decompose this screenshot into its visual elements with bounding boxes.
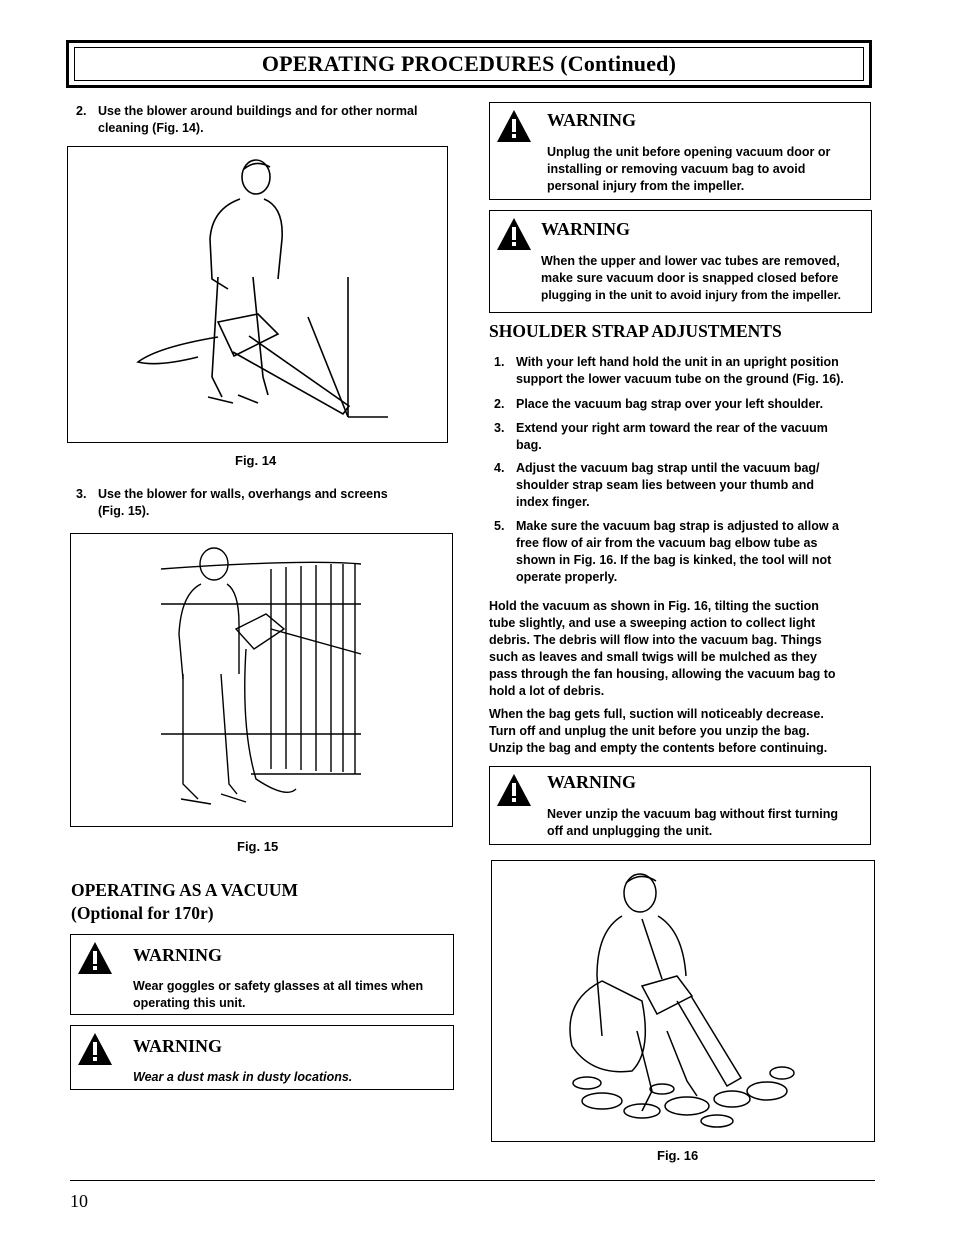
- strap-step-1: [494, 354, 874, 390]
- warning-text-line: Never unzip the vacuum bag without first turning: [547, 807, 838, 821]
- list-text-line: (Fig. 15).: [98, 504, 150, 518]
- list-number: 3.: [76, 487, 87, 501]
- list-text-line: With your left hand hold the unit in an upright position: [516, 355, 839, 369]
- list-text-line: Use the blower for walls, overhangs and screens: [98, 487, 388, 501]
- blower-on-fence-illustration: [71, 534, 452, 826]
- list-text-line: free flow of air from the vacuum bag elbow tube as: [516, 536, 818, 550]
- list-text-line: shown in Fig. 16. If the bag is kinked, the tool will not: [516, 553, 832, 567]
- figure-16-caption: Fig. 16: [657, 1148, 699, 1163]
- footer-rule: [70, 1180, 875, 1181]
- list-number: 3.: [494, 421, 505, 435]
- list-number: 2.: [76, 104, 87, 118]
- warning-text-line: operating this unit.: [133, 996, 246, 1010]
- figure-15: [70, 533, 453, 827]
- list-text-line: Extend your right arm toward the rear of the vacuum: [516, 421, 828, 435]
- strap-step-5: [494, 518, 874, 588]
- paragraph-line: pass through the fan housing, allowing the vacuum bag to: [489, 667, 836, 681]
- list-item-2: [76, 103, 456, 139]
- figure-14: [67, 146, 448, 443]
- warning-text-line: make sure vacuum door is snapped closed before: [541, 271, 839, 285]
- paragraph-line: When the bag gets full, suction will noticeably decrease.: [489, 707, 824, 721]
- paragraph-line: debris. The debris will flow into the vacuum bag. Things: [489, 633, 822, 647]
- warning-title: WARNING: [541, 219, 631, 239]
- figure-16: [491, 860, 875, 1142]
- page-number: 10: [70, 1191, 88, 1211]
- warning-box-dust-mask: [70, 1025, 454, 1090]
- warning-triangle-icon: [496, 109, 532, 143]
- list-text-line: operate properly.: [516, 570, 618, 584]
- warning-triangle-icon: [77, 1032, 113, 1066]
- warning-box-goggles: [70, 934, 454, 1015]
- vacuum-heading-line1: OPERATING AS A VACUUM: [71, 880, 299, 900]
- warning-text-line: off and unplugging the unit.: [547, 824, 713, 838]
- paragraph-line: hold a lot of debris.: [489, 684, 605, 698]
- warning-text-line: personal injury from the impeller.: [547, 179, 745, 193]
- warning-box-unplug: [489, 102, 871, 200]
- strap-step-2: [494, 396, 874, 414]
- list-number: 5.: [494, 519, 505, 533]
- paragraph-line: Hold the vacuum as shown in Fig. 16, tilting the suction: [489, 599, 819, 613]
- warning-title: WARNING: [547, 772, 637, 792]
- blower-around-building-illustration: [68, 147, 447, 442]
- warning-text-line: When the upper and lower vac tubes are removed,: [541, 254, 840, 268]
- shoulder-strap-heading: SHOULDER STRAP ADJUSTMENTS: [489, 321, 782, 341]
- header-inner-frame: [74, 47, 864, 81]
- warning-triangle-icon: [496, 773, 532, 807]
- vacuum-heading-line2: (Optional for 170r): [71, 903, 214, 923]
- list-text-line: bag.: [516, 438, 542, 452]
- warning-triangle-icon: [77, 941, 113, 975]
- strap-step-4: [494, 460, 874, 514]
- warning-box-vac-tubes: [489, 210, 872, 313]
- list-number: 2.: [494, 397, 505, 411]
- warning-text-line: Wear goggles or safety glasses at all times when: [133, 979, 424, 993]
- list-text-line: Use the blower around buildings and for other normal: [98, 104, 418, 118]
- list-text-line: index finger.: [516, 495, 590, 509]
- paragraph-line: such as leaves and small twigs will be mulched as they: [489, 650, 817, 664]
- list-number: 4.: [494, 461, 505, 475]
- figure-15-caption: Fig. 15: [237, 839, 279, 854]
- paragraph-bag-full: [489, 706, 874, 757]
- list-number: 1.: [494, 355, 505, 369]
- list-text-line: Adjust the vacuum bag strap until the vacuum bag/: [516, 461, 820, 475]
- warning-title: WARNING: [133, 945, 223, 965]
- paragraph-line: tube slightly, and use a sweeping action to collect light: [489, 616, 816, 630]
- paragraph-line: Unzip the bag and empty the contents before continuing.: [489, 741, 828, 755]
- warning-text-line: Unplug the unit before opening vacuum door or: [547, 145, 831, 159]
- list-text-line: support the lower vacuum tube on the ground (Fig. 16).: [516, 372, 844, 386]
- paragraph-hold-vacuum: [489, 598, 874, 700]
- list-text-line: Place the vacuum bag strap over your left shoulder.: [516, 397, 824, 411]
- warning-text-line: installing or removing vacuum bag to avoid: [547, 162, 806, 176]
- warning-text-line: Wear a dust mask in dusty locations.: [133, 1070, 353, 1084]
- page-title: OPERATING PROCEDURES (Continued): [261, 51, 677, 76]
- warning-box-unzip: [489, 766, 871, 845]
- header-box: [66, 40, 872, 88]
- paragraph-line: Turn off and unplug the unit before you unzip the bag.: [489, 724, 810, 738]
- list-text-line: cleaning (Fig. 14).: [98, 121, 204, 135]
- warning-title: WARNING: [547, 110, 637, 130]
- list-item-3: [76, 486, 456, 522]
- list-text-line: shoulder strap seam lies between your thumb and: [516, 478, 814, 492]
- list-text-line: Make sure the vacuum bag strap is adjusted to allow a: [516, 519, 840, 533]
- warning-title: WARNING: [133, 1036, 223, 1056]
- warning-text-line: plugging in the unit to avoid injury from the impeller.: [541, 288, 842, 302]
- warning-triangle-icon: [496, 217, 532, 251]
- figure-14-caption: Fig. 14: [235, 453, 277, 468]
- strap-step-3: [494, 420, 874, 456]
- vacuum-operation-illustration: [492, 861, 874, 1141]
